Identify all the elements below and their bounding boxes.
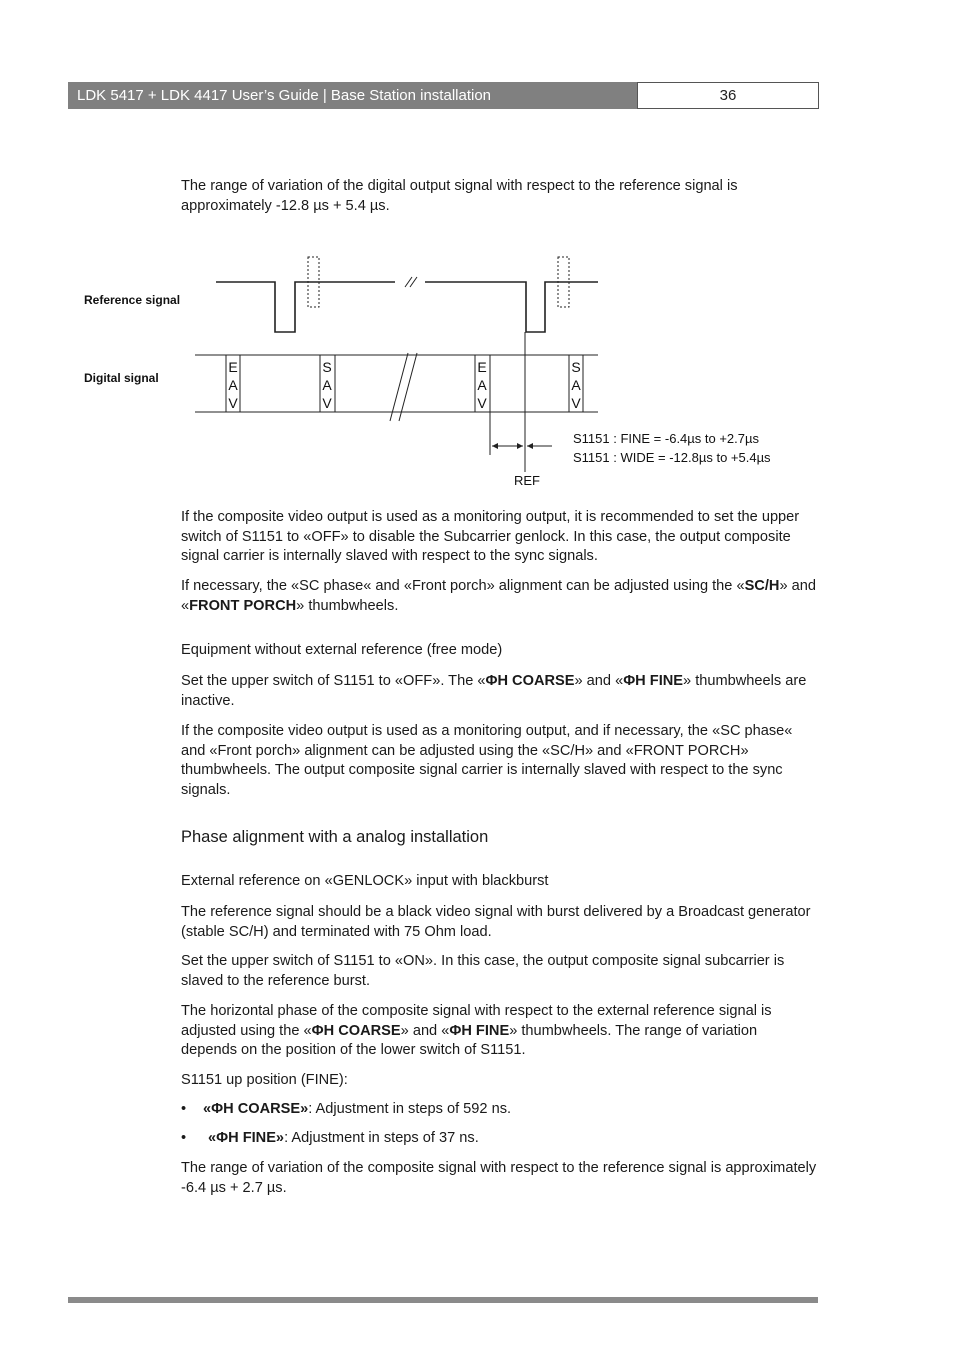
closing-paragraph: The range of variation of the composite signal with respect to the reference signal is approximately -6.4 µs + 2.7 µs. xyxy=(181,1160,817,1196)
timing-diagram xyxy=(60,235,820,495)
marker-eav-2-letter: E xyxy=(477,359,487,375)
marker-sav-1-letter: A xyxy=(322,377,332,393)
fine-range-note: S1151 : FINE = -6.4µs to +2.7µs xyxy=(573,431,759,446)
analog-paragraph-3: The horizontal phase of the composite signal with respect to the external reference signal is adjusted using the «ΦH COARSE» and «ΦH FINE» thumbwheels. The range of variation depends on the position of the lower switch of S1151. xyxy=(181,1003,772,1059)
free-mode-paragraph-2: If the composite video output is used as a monitoring output, and if necessary, the «SC phase« and «Front porch» alignment can be adjusted using the «SC/H» and «FRONT PORCH» thumbwheels. The output composite signal carrier is internally slaved with respect to the sync signals. xyxy=(181,723,793,798)
intro-paragraph: The range of variation of the digital output signal with respect to the reference signal is approximately -12.8 µs + 5.4 µs. xyxy=(181,178,738,214)
sc-phase-paragraph: If necessary, the «SC phase« and «Front porch» alignment can be adjusted using the «SC/H» and «FRONT PORCH» thumbwheels. xyxy=(181,578,816,614)
marker-sav-1-letter: S xyxy=(322,359,332,375)
marker-sav-2-letter: V xyxy=(571,395,581,411)
up-position-label: S1151 up position (FINE): xyxy=(181,1072,348,1088)
footer-rule xyxy=(68,1297,818,1303)
marker-eav-2-letter: V xyxy=(477,395,487,411)
marker-eav-2-letter: A xyxy=(477,377,487,393)
ref-label: REF xyxy=(514,473,540,488)
digital-signal-label: Digital signal xyxy=(84,371,159,385)
marker-eav-1-letter: V xyxy=(228,395,238,411)
free-mode-paragraph-1: Set the upper switch of S1151 to «OFF». The «ΦH COARSE» and «ΦH FINE» thumbwheels are inactive. xyxy=(181,673,807,709)
reference-signal-label: Reference signal xyxy=(84,293,181,307)
marker-eav-1-letter: E xyxy=(228,359,238,375)
bullet-fine: • «ΦH FINE»: Adjustment in steps of 37 ns. xyxy=(181,1130,479,1146)
analog-section-heading: Phase alignment with a analog installation xyxy=(181,828,489,846)
marker-sav-2-letter: A xyxy=(571,377,581,393)
marker-eav-1-letter: A xyxy=(228,377,238,393)
free-mode-heading: Equipment without external reference (free mode) xyxy=(181,642,503,658)
genlock-subheading: External reference on «GENLOCK» input with blackburst xyxy=(181,873,549,889)
reference-waveform-2 xyxy=(425,282,598,332)
analog-paragraph-2: Set the upper switch of S1151 to «ON». In this case, the output composite signal subcarrier is slaved to the reference burst. xyxy=(181,953,785,989)
reference-waveform xyxy=(216,282,395,332)
marker-sav-2-letter: S xyxy=(571,359,581,375)
page-number: 36 xyxy=(637,82,819,109)
marker-sav-1-letter: V xyxy=(322,395,332,411)
wide-range-note: S1151 : WIDE = -12.8µs to +5.4µs xyxy=(573,450,771,465)
header-title: LDK 5417 + LDK 4417 User’s Guide | Base Station installation xyxy=(68,82,637,109)
analog-paragraph-1: The reference signal should be a black video signal with burst delivered by a Broadcast generator (stable SC/H) and terminated with 75 Ohm load. xyxy=(181,904,811,940)
bullet-coarse: • «ΦH COARSE»: Adjustment in steps of 592 ns. xyxy=(181,1101,512,1117)
monitoring-paragraph: If the composite video output is used as a monitoring output, it is recommended to set the upper switch of S1151 to «OFF» to disable the Subcarrier genlock. In this case, the output composite signal carrier is internally slaved with respect to the sync signals. xyxy=(181,509,800,565)
